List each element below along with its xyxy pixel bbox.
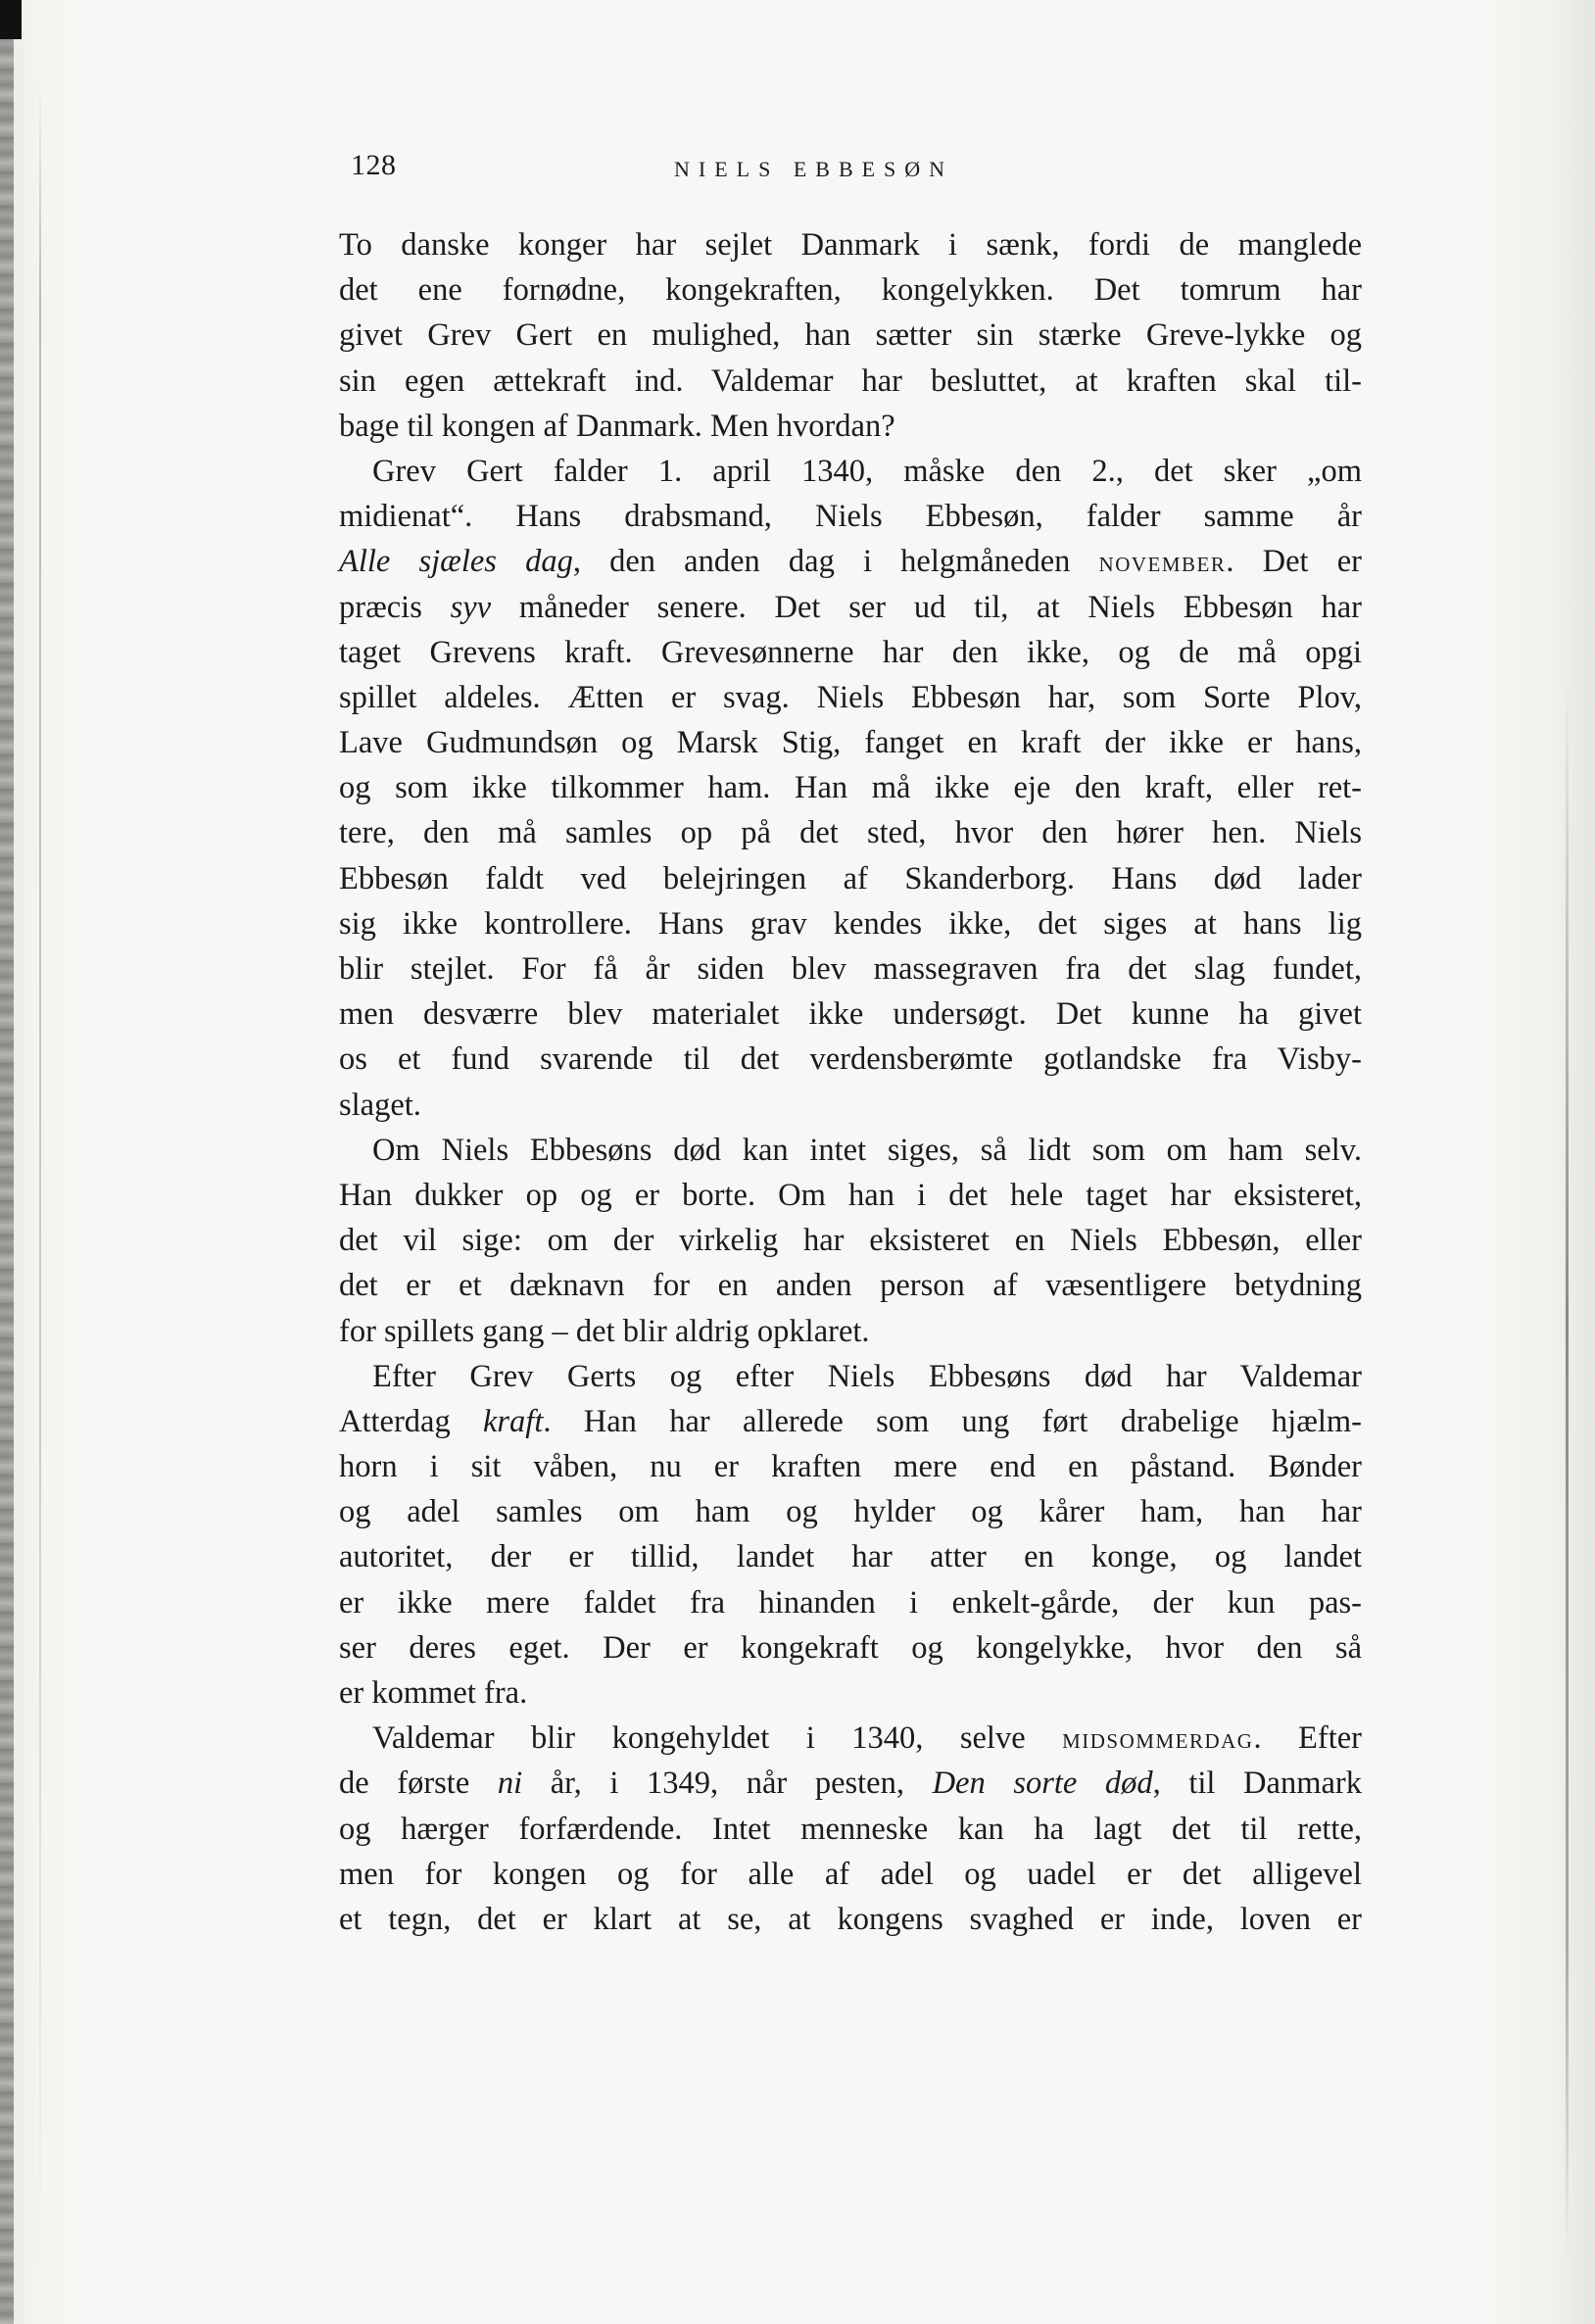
text-line-styled [339,585,1362,630]
binding-edge [0,0,14,2324]
text-line: sin egen ættekraft ind. Valdemar har besluttet, at kraften skal til- [339,363,1362,399]
text-line: det er et dæknavn for en anden person af væsentligere betydning [339,1268,1362,1304]
text-line-styled [339,1716,1362,1761]
text-line: og som ikke tilkommer ham. Han må ikke eje den kraft, eller ret- [339,770,1362,806]
text-line: givet Grev Gert en mulighed, han sætter sin stærke Greve-lykke og [339,317,1362,354]
text-line: autoritet, der er tillid, landet har atter en konge, og landet [339,1539,1362,1575]
text-fragment: Valdemar blir kongehyldet i 1340, selve [372,1720,1063,1757]
body-text [339,222,1362,1942]
italic-phrase: ni [497,1766,523,1802]
text-line: er ikke mere faldet fra hinanden i enkelt-gårde, der kun pas- [339,1584,1362,1621]
text-fragment: , den anden dag i helgmåneden [572,544,1099,580]
text-line: Lave Gudmundsøn og Marsk Stig, fanget en kraft der ikke er hans, [339,725,1362,761]
text-line: men desværre blev materialet ikke undersøgt. Det kunne ha givet [339,996,1362,1033]
page-edge-left [39,78,41,2293]
text-line: taget Grevens kraft. Grevesønnerne har den ikke, og de må opgi [339,634,1362,670]
text-fragment: . Efter [1253,1720,1363,1757]
text-line: horn i sit våben, nu er kraften mere end en påstand. Bønder [339,1449,1362,1485]
text-line: tere, den må samles op på det sted, hvor den hører hen. Niels [339,815,1362,851]
scan-corner-mark [0,0,22,39]
text-fragment: måneder senere. Det ser ud til, at Niels Ebbesøn har [491,589,1362,625]
page-number: 128 [351,149,397,181]
running-title: NIELS EBBESØN [674,157,954,181]
text-line: et tegn, det er klart at se, at kongens svaghed er inde, loven er [339,1901,1362,1937]
text-line-styled [339,539,1362,584]
text-line: det vil sige: om der virkelig har eksisteret en Niels Ebbesøn, eller [339,1223,1362,1259]
text-line: Om Niels Ebbesøns død kan intet siges, så lidt som om ham selv. [372,1132,1362,1168]
text-fragment: præcis [339,589,451,625]
text-line: sig ikke kontrollere. Hans grav kendes ikke, det siges at hans lig [339,905,1362,942]
text-line: men for kongen og for alle af adel og uadel er det alligevel [339,1856,1362,1892]
text-line: midienat“. Hans drabsmand, Niels Ebbesøn, falder samme år [339,499,1362,535]
text-line: Ebbesøn faldt ved belejringen af Skanderborg. Hans død lader [339,860,1362,896]
italic-phrase: Den sorte død [932,1766,1153,1802]
text-fragment: , til Danmark [1152,1766,1362,1802]
text-line: Efter Grev Gerts og efter Niels Ebbesøns død har Valdemar [372,1358,1362,1394]
page-edge-right [1566,686,1569,2253]
text-line: slaget. [339,1087,421,1123]
text-line: og hærger forfærdende. Intet menneske kan ha lagt det til rette, [339,1811,1362,1847]
text-line: er kommet fra. [339,1675,528,1711]
text-line: Grev Gert falder 1. april 1340, måske den 2., det sker „om [372,453,1362,489]
text-line: To danske konger har sejlet Danmark i sænk, fordi de manglede [339,227,1362,263]
text-fragment: de første [339,1766,498,1802]
italic-phrase: Alle sjæles dag [339,544,573,580]
text-line-styled [339,1761,1362,1806]
text-line: Han dukker op og er borte. Om han i det hele taget har eksisteret, [339,1177,1362,1213]
text-line: os et fund svarende til det verdensberømte gotlandske fra Visby- [339,1041,1362,1078]
text-fragment: . Det er [1226,544,1362,580]
smallcaps-phrase: NOVEMBER [1098,553,1227,577]
text-line: det ene fornødne, kongekraften, kongelykken. Det tomrum har [339,272,1362,309]
text-fragment: år, i 1349, når pesten, [522,1766,933,1802]
italic-phrase: kraft [482,1403,544,1439]
text-line: bage til kongen af Danmark. Men hvordan? [339,408,895,444]
text-line: og adel samles om ham og hylder og kårer ham, han har [339,1494,1362,1530]
text-line: for spillets gang – det blir aldrig opklaret. [339,1313,870,1349]
text-line: ser deres eget. Der er kongekraft og kongelykke, hvor den så [339,1629,1362,1666]
text-fragment: . Han har allerede som ung ført drabelige hjælm- [543,1403,1363,1439]
smallcaps-phrase: MIDSOMMERDAG [1062,1729,1254,1754]
running-head [0,149,1595,188]
text-line: spillet aldeles. Ætten er svag. Niels Ebbesøn har, som Sorte Plov, [339,679,1362,715]
italic-phrase: syv [450,589,492,625]
text-line: blir stejlet. For få år siden blev massegraven fra det slag fundet, [339,951,1362,987]
text-line-styled [339,1399,1362,1444]
text-fragment: Atterdag [339,1403,483,1439]
